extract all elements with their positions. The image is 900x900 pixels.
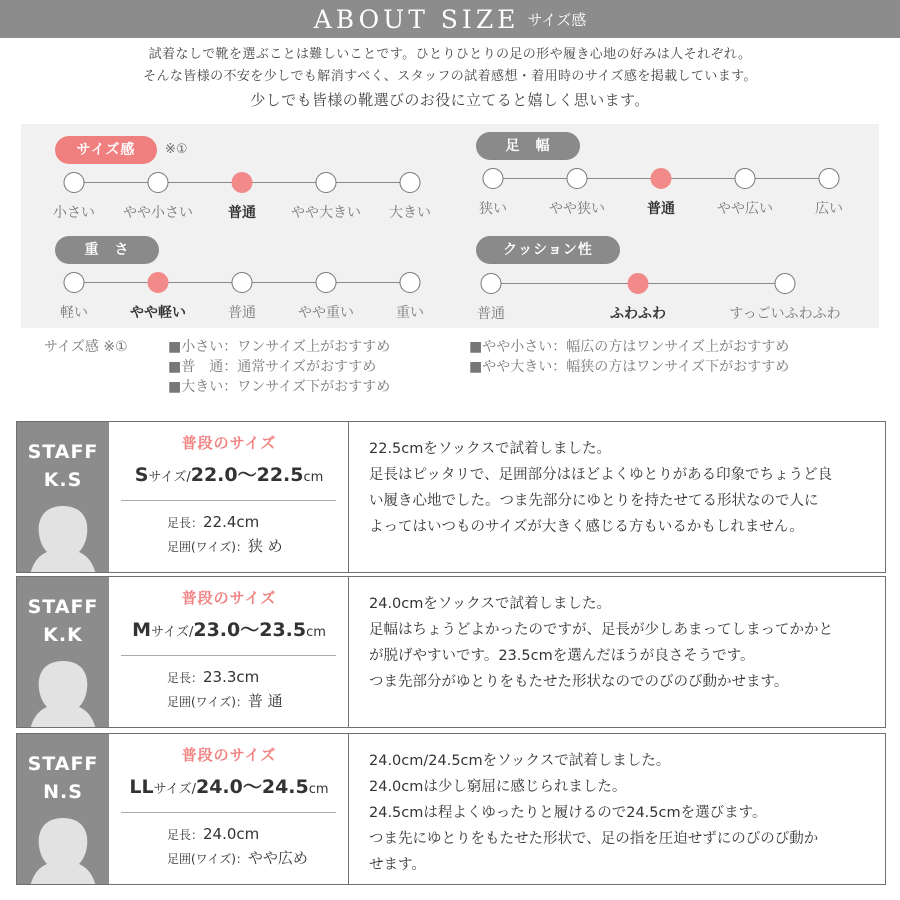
size-code: M [132, 619, 151, 641]
scale-dot [64, 172, 85, 193]
comment-line: 24.5cmは程よくゆったりと履けるので24.5cmを選びます。 [369, 805, 767, 821]
legend-right [469, 337, 789, 377]
scale-label: やや大きい [291, 205, 361, 221]
scale-dot-selected [232, 172, 253, 193]
legend-head: サイズ感 ※① [44, 339, 128, 355]
foot-length-value: 23.3cm [203, 668, 260, 686]
foot-width-value: 普 通 [247, 692, 283, 710]
scale-dot [819, 168, 840, 189]
foot-width-value: 狭 め [247, 537, 283, 555]
legend-left [44, 337, 390, 397]
usual-size-value [109, 460, 349, 487]
staff-card [16, 421, 886, 573]
scale-label: 狭い [479, 201, 507, 217]
scale-dot [567, 168, 588, 189]
person-silhouette-icon [23, 655, 103, 727]
scale-label: やや重い [298, 305, 354, 321]
measurements [109, 510, 349, 558]
size-feel-scale [53, 172, 431, 232]
comment-line: 22.5cmをソックスで試着しました。 [369, 441, 612, 457]
scale-label: 小さい [53, 205, 95, 221]
scale-dot [775, 273, 796, 294]
scale-label: 普通 [228, 305, 256, 321]
foot-width-value: やや広め [247, 849, 308, 867]
scale-dot-selected [651, 168, 672, 189]
comment-line: 足長はピッタリで、足囲部分はほどよくゆとりがある印象でちょうど良 [369, 467, 833, 483]
scale-dot [148, 172, 169, 193]
staff-comment [369, 591, 871, 695]
scale-dot-selected [628, 273, 649, 294]
staff-label: STAFF [27, 596, 99, 618]
scale-label: ふわふわ [610, 306, 666, 322]
scale-dot [735, 168, 756, 189]
comment-line: い履き心地でした。つま先部分にゆとりを持たせてる形状なので人に [369, 493, 819, 509]
size-suffix: サイズ/ [151, 625, 194, 640]
scale-dot-selected [148, 272, 169, 293]
intro-line: そんな皆様の不安を少しでも解消すべく、スタッフの試着感想・着用時のサイズ感を掲載しています。 [143, 69, 757, 84]
size-feel-note: ※① [165, 142, 188, 157]
comment-line: つま先にゆとりをもたせた形状で、足の指を圧迫せずにのびのび動か [369, 831, 819, 847]
divider [121, 812, 336, 813]
staff-side [17, 734, 109, 884]
staff-side [17, 422, 109, 572]
scale-label: 大きい [389, 205, 431, 221]
measurements [109, 665, 349, 713]
header-title-jp: サイズ感 [527, 10, 587, 29]
header-title-en: ABOUT SIZE [313, 4, 520, 34]
staff-card [16, 733, 886, 885]
cushion-scale [477, 273, 841, 333]
person-silhouette-icon [23, 812, 103, 884]
measurements [109, 822, 349, 870]
usual-size-label: 普段のサイズ [181, 434, 277, 452]
intro-text [0, 44, 900, 112]
staff-card [16, 576, 886, 728]
intro-line: 試着なしで靴を選ぶことは難しいことです。ひとりひとりの足の形や履き心地の好みは人それぞれ。 [148, 47, 752, 62]
scale-dot [316, 172, 337, 193]
legend-item: ■やや小さい：幅広の方はワンサイズ上がおすすめ [469, 339, 790, 355]
divider [121, 655, 336, 656]
comment-line: 24.0cmは少し窮屈に感じられました。 [369, 779, 627, 795]
legend-item: ■小さい：ワンサイズ上がおすすめ [168, 339, 391, 355]
staff-name [17, 750, 109, 806]
scale-label: 広い [815, 201, 843, 217]
weight-pill: 重 さ [55, 236, 159, 264]
scale-dot [481, 273, 502, 294]
foot-length-label: 足長： [167, 516, 204, 530]
foot-width-label: 足囲(ワイズ)： [167, 695, 248, 709]
foot-length-value: 22.4cm [203, 513, 260, 531]
scale-label: やや軽い [130, 305, 186, 321]
comment-line: 24.0cm/24.5cmをソックスで試着しました。 [369, 753, 671, 769]
foot-width-label: 足囲(ワイズ)： [167, 852, 248, 866]
scale-label: やや広い [717, 201, 773, 217]
size-range: 23.0〜23.5 [193, 619, 307, 641]
size-code: LL [129, 776, 154, 798]
comment-line: 24.0cmをソックスで試着しました。 [369, 596, 612, 612]
size-code: S [134, 464, 149, 486]
staff-name [17, 438, 109, 494]
staff-size-info [109, 577, 349, 727]
scale-dot [483, 168, 504, 189]
staff-size-info [109, 734, 349, 884]
foot-length-label: 足長： [167, 828, 204, 842]
scale-label: 軽い [60, 305, 88, 321]
size-unit: cm [303, 470, 324, 485]
scale-label: 普通 [647, 201, 675, 217]
size-unit: cm [306, 625, 326, 640]
size-range: 24.0〜24.5 [195, 776, 309, 798]
size-suffix: サイズ/ [148, 470, 191, 485]
scale-label: 普通 [477, 306, 505, 322]
usual-size-value [109, 772, 349, 799]
comment-line: 足幅はちょうどよかったのですが、足長が少しあまってしまってかかと [369, 622, 833, 638]
scale-label: 普通 [228, 205, 256, 221]
staff-comment [369, 436, 871, 540]
staff-initials: N.S [43, 781, 83, 803]
staff-label: STAFF [27, 441, 99, 463]
divider [121, 500, 336, 501]
scale-dot [64, 272, 85, 293]
staff-label: STAFF [27, 753, 99, 775]
foot-width-pill: 足 幅 [476, 132, 580, 160]
header-banner [0, 0, 900, 38]
comment-line: つま先部分がゆとりをもたせた形状なのでのびのび動かせます。 [369, 674, 789, 690]
comment-line: せます。 [369, 857, 426, 873]
legend-item: ■普 通：通常サイズがおすすめ [168, 359, 377, 375]
scale-label: 重い [396, 305, 424, 321]
person-silhouette-icon [23, 500, 103, 572]
staff-side [17, 577, 109, 727]
foot-length-label: 足長： [167, 671, 204, 685]
cushion-pill: クッション性 [476, 236, 620, 264]
scale-label: やや小さい [123, 205, 193, 221]
staff-name [17, 593, 109, 649]
comment-line: が脱げやすいです。23.5cmを選んだほうが良さそうです。 [369, 648, 755, 664]
scale-dot [316, 272, 337, 293]
scale-label: やや狭い [549, 201, 605, 217]
scale-dot [400, 272, 421, 293]
staff-comment [369, 748, 871, 878]
intro-line: 少しでも皆様の靴選びのお役に立てると嬉しく思います。 [250, 91, 650, 109]
foot-width-scale [479, 168, 843, 228]
staff-size-info [109, 422, 349, 572]
staff-initials: K.K [43, 624, 83, 646]
staff-initials: K.S [43, 469, 83, 491]
legend-item: ■やや大きい：幅狭の方はワンサイズ下がおすすめ [469, 359, 790, 375]
weight-scale [60, 272, 424, 332]
ratings-panel [21, 124, 879, 328]
size-suffix: サイズ/ [153, 782, 196, 797]
foot-width-label: 足囲(ワイズ)： [167, 540, 248, 554]
comment-line: よってはいつものサイズが大きく感じる方もいるかもしれません。 [369, 519, 804, 535]
usual-size-value [109, 615, 349, 642]
size-feel-pill: サイズ感 [55, 136, 157, 164]
scale-label: すっごいふわふわ [729, 306, 841, 322]
foot-length-value: 24.0cm [203, 825, 260, 843]
scale-dot [232, 272, 253, 293]
usual-size-label: 普段のサイズ [181, 589, 277, 607]
usual-size-label: 普段のサイズ [181, 746, 277, 764]
size-unit: cm [308, 782, 329, 797]
scale-dot [400, 172, 421, 193]
size-range: 22.0〜22.5 [190, 464, 304, 486]
legend-item: ■大きい：ワンサイズ下がおすすめ [168, 379, 391, 395]
